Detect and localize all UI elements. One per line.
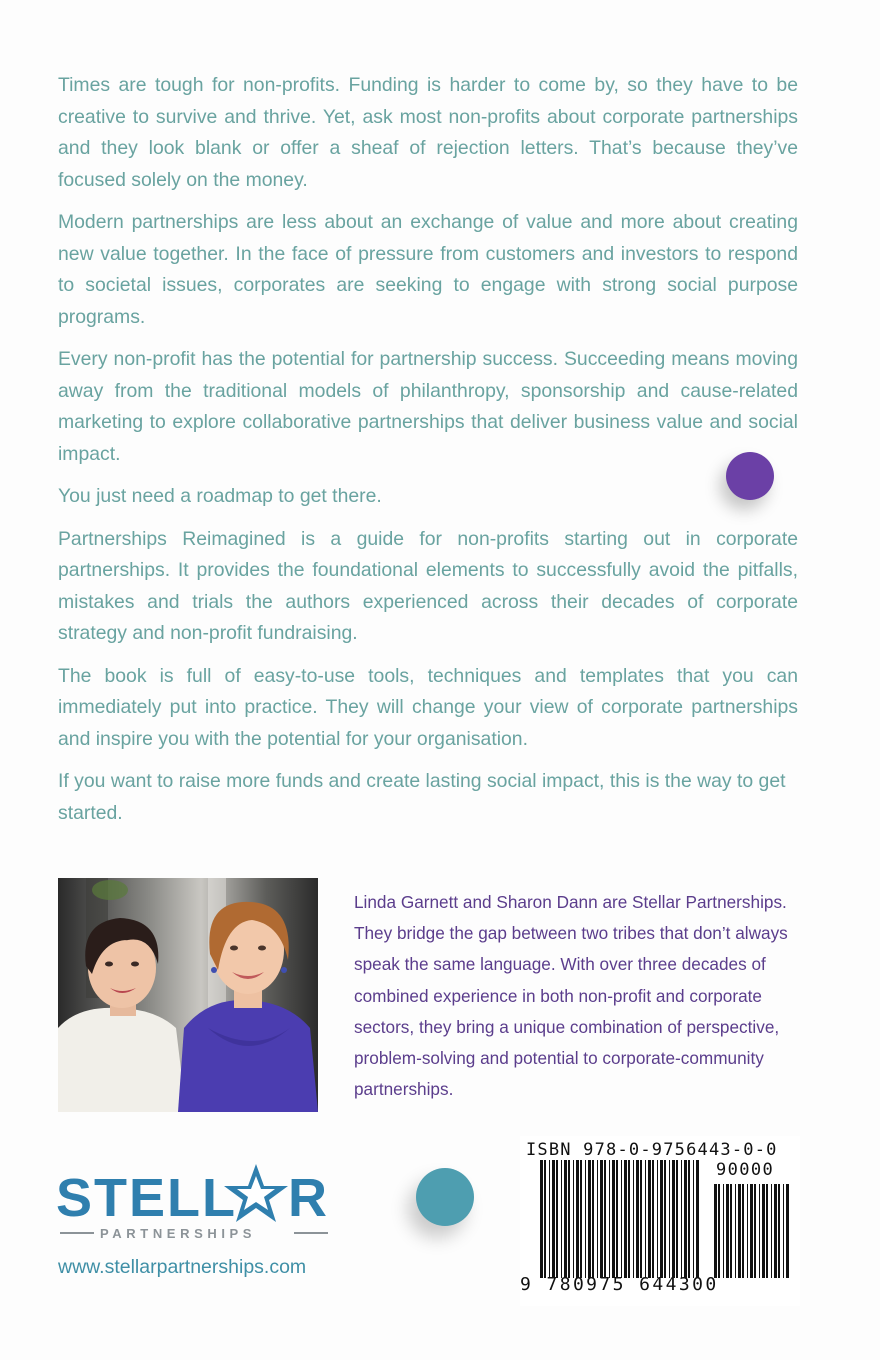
blurb-paragraph-7: If you want to raise more funds and create lasting social impact, this is the way to get started. <box>58 770 786 824</box>
price-code: 90000 <box>716 1160 775 1180</box>
blurb-paragraph-6: The book is full of easy-to-use tools, techniques and templates that you can immediately put into practice. They will change your view of corporate partnerships and inspire you with the potential for your organisation. <box>58 664 798 750</box>
back-cover-blurb <box>58 70 798 840</box>
stellar-partnerships-logo <box>56 1162 336 1242</box>
authors-photo <box>58 878 318 1112</box>
ean-digits: 9 780975 644300 <box>520 1274 719 1295</box>
logo-wordmark-left: STELL <box>56 1168 237 1228</box>
blurb-paragraph-4: You just need a roadmap to get there. <box>58 485 382 507</box>
logo-tagline: PARTNERSHIPS <box>100 1226 257 1241</box>
blurb-paragraph-3: Every non-profit has the potential for partnership success. Succeeding means moving away from the traditional models of philanthropy, sponsorship and cause-related marketing to explore collaborative partnerships that deliver business value and social impact. <box>58 348 798 465</box>
logo-wordmark-right: R <box>288 1168 327 1228</box>
website-link[interactable]: www.stellarpartnerships.com <box>58 1256 307 1278</box>
isbn-label: ISBN 978-0-9756443-0-0 <box>526 1140 778 1160</box>
isbn-barcode <box>520 1136 800 1306</box>
author-bio: Linda Garnett and Sharon Dann are Stellar Partnerships. They bridge the gap between two tribes that don’t always speak the same language. With over three decades of combined experience in both non-profit and corporate sectors, they bring a unique combination of perspective, problem-solving and potential to corporate-community partnerships. <box>354 892 788 1100</box>
blurb-paragraph-2: Modern partnerships are less about an exchange of value and more about creating new value together. In the face of pressure from customers and investors to respond to societal issues, corporates are seeking to engage with strong social purpose programs. <box>58 211 798 328</box>
purple-decorative-dot <box>726 452 774 500</box>
blurb-paragraph-1: Times are tough for non-profits. Funding is harder to come by, so they have to be creative to survive and thrive. Yet, ask most non-profits about corporate partnerships and they look blank or offer a sheaf of rejection letters. That’s because they’ve focused solely on the money. <box>58 74 798 191</box>
teal-decorative-dot <box>416 1168 474 1226</box>
blurb-paragraph-5: Partnerships Reimagined is a guide for non-profits starting out in corporate partnerships. It provides the foundational elements to successfully avoid the pitfalls, mistakes and trials the authors experienced across their decades of corporate strategy and non-profit fundraising. <box>58 527 798 644</box>
